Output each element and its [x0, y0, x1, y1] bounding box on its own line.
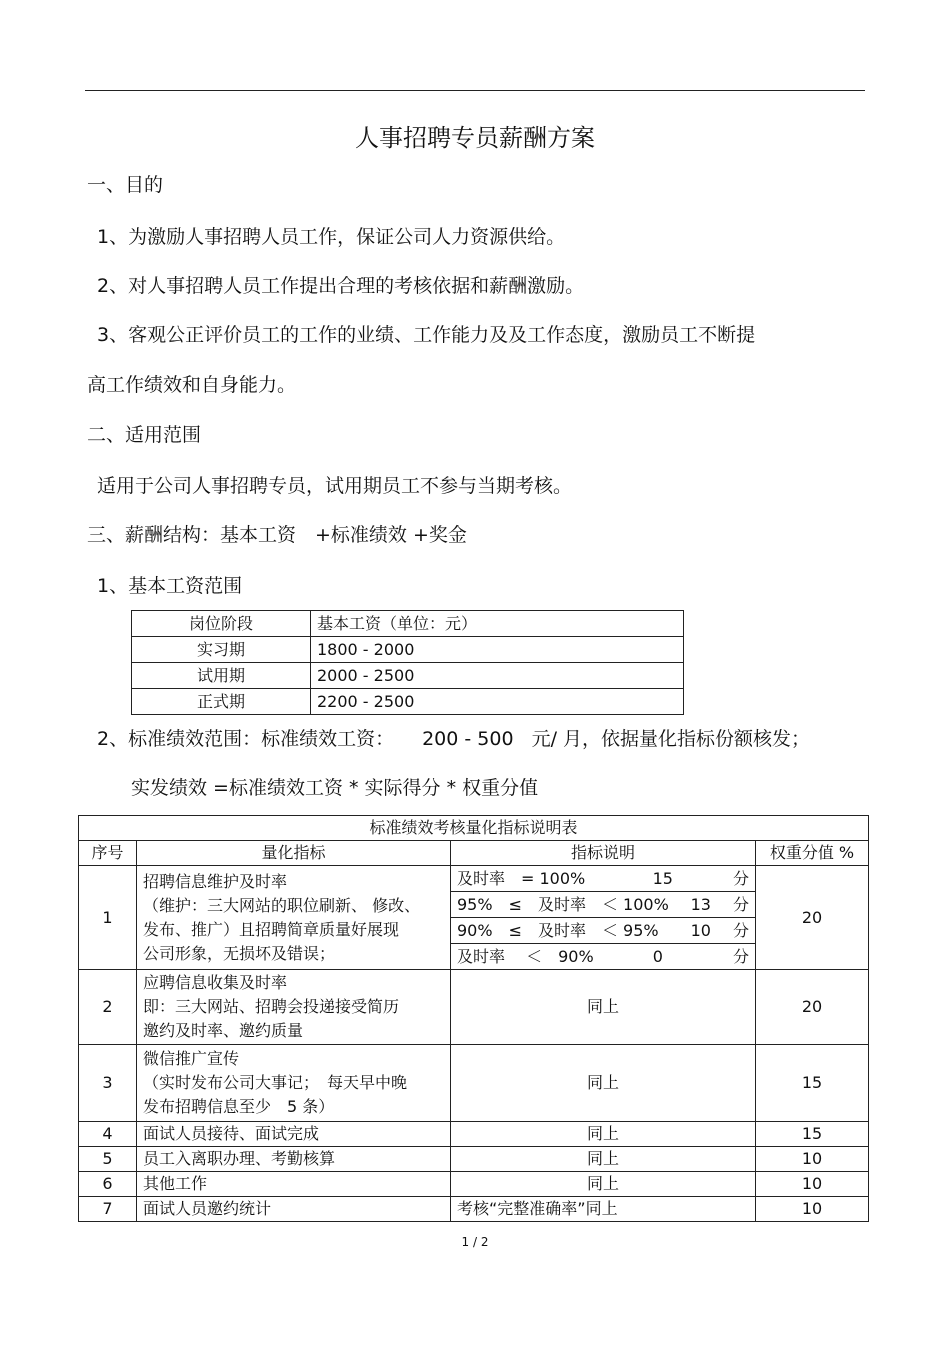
row-number: 2: [79, 970, 137, 1045]
description-cell: 同上: [451, 1172, 756, 1197]
criteria-line: [451, 944, 755, 969]
salary-table: [131, 610, 684, 715]
row-number: 6: [79, 1172, 137, 1197]
indicator-line: 应聘信息收集及时率: [143, 973, 288, 992]
table-header-row: [132, 611, 684, 637]
description-cell: 同上: [451, 1122, 756, 1147]
section-3-heading: 三、薪酬结构：基本工资 +标准绩效 +奖金: [87, 524, 467, 546]
indicator-cell: [137, 866, 451, 970]
table-row: [79, 1122, 869, 1147]
weight-cell: 15: [756, 1045, 869, 1122]
sub2-range: 200 - 500: [422, 728, 514, 750]
indicator-cell: 其他工作: [137, 1172, 451, 1197]
table-header-cell: 量化指标: [137, 841, 451, 866]
indicator-line: 招聘信息维护及时率: [143, 871, 288, 891]
table-row: [79, 970, 869, 1045]
formula: 实发绩效 =标准绩效工资 * 实际得分 * 权重分值: [131, 777, 539, 799]
table-header-cell: 序号: [79, 841, 137, 866]
weight-cell: 20: [756, 970, 869, 1045]
row-number: 5: [79, 1147, 137, 1172]
table-header-cell: 权重分值 %: [756, 841, 869, 866]
criteria-line: [451, 892, 755, 918]
weight-cell: 10: [756, 1172, 869, 1197]
sub2-suffix: 元/ 月，依据量化指标份额核发；: [531, 728, 811, 750]
indicator-cell: 面试人员接待、面试完成: [137, 1122, 451, 1147]
row-number: 1: [79, 866, 137, 970]
indicator-cell: 面试人员邀约统计: [137, 1197, 451, 1222]
indicator-line: 发布、推广）且招聘简章质量好展现: [143, 919, 400, 939]
table-row: [132, 637, 684, 663]
indicator-cell: 员工入离职办理、考勤核算: [137, 1147, 451, 1172]
criteria-unit: 分: [732, 921, 749, 940]
sub2-label: 2、标准绩效范围：标准绩效工资：: [97, 728, 395, 750]
table-header-cell: 岗位阶段: [132, 611, 311, 637]
section-1-item-1: 1、为激励人事招聘人员工作，保证公司人力资源供给。: [97, 226, 566, 248]
table-row: [79, 1045, 869, 1122]
criteria-unit: 分: [732, 869, 749, 888]
indicator-line: 发布招聘信息至少 5 条）: [143, 1097, 335, 1116]
description-cell: 同上: [451, 970, 756, 1045]
table-header-row: [79, 841, 869, 866]
table-cell: 实习期: [132, 637, 311, 663]
table-cell: 1800 - 2000: [311, 637, 684, 663]
criteria-unit: 分: [732, 947, 749, 966]
section-3-sub2: [97, 727, 810, 751]
criteria-condition: 及时率 ＜ 90%: [457, 947, 594, 966]
table-row: [79, 1172, 869, 1197]
criteria-line: [451, 918, 755, 944]
kpi-table: [78, 815, 869, 1222]
row-number: 7: [79, 1197, 137, 1222]
table-row: [79, 1147, 869, 1172]
table-header-cell: 指标说明: [451, 841, 756, 866]
description-cell: 同上: [451, 1147, 756, 1172]
section-1-item-3: 3、客观公正评价员工的工作的业绩、工作能力及及工作态度，激励员工不断提: [97, 324, 756, 346]
table-cell: 2000 - 2500: [311, 663, 684, 689]
page-number: 1 / 2: [461, 1235, 489, 1249]
criteria-condition: 90% ≤ 及时率 ＜ 95%: [457, 921, 659, 940]
indicator-line: 公司形象，无损坏及错误；: [143, 943, 336, 963]
criteria-condition: 95% ≤ 及时率 ＜ 100%: [457, 895, 669, 914]
table-cell: 正式期: [132, 689, 311, 715]
indicator-line: （实时发布公司大事记； 每天早中晚: [143, 1073, 408, 1092]
indicator-cell: [137, 970, 451, 1045]
table-cell: 试用期: [132, 663, 311, 689]
document-title: 人事招聘专员薪酬方案: [355, 124, 595, 152]
table-row: [132, 689, 684, 715]
criteria-line: [451, 866, 755, 892]
section-1-item-3-cont: 高工作绩效和自身能力。: [87, 374, 297, 396]
table-cell: 2200 - 2500: [311, 689, 684, 715]
kpi-table-caption: 标准绩效考核量化指标说明表: [79, 816, 869, 841]
indicator-line: 微信推广宣传: [143, 1049, 240, 1068]
weight-cell: 10: [756, 1147, 869, 1172]
criteria-score: 13: [690, 895, 711, 914]
criteria-score: 15: [652, 869, 673, 888]
indicator-line: 邀约及时率、邀约质量: [143, 1021, 304, 1040]
header-rule: [85, 90, 865, 91]
table-row: [79, 866, 869, 970]
section-2-text: 适用于公司人事招聘专员，试用期员工不参与当期考核。: [97, 475, 573, 497]
criteria-condition: 及时率 = 100%: [457, 869, 586, 888]
table-row: [132, 663, 684, 689]
section-1-item-2: 2、对人事招聘人员工作提出合理的考核依据和薪酬激励。: [97, 275, 585, 297]
section-1-heading: 一、目的: [87, 174, 164, 196]
section-2-heading: 二、适用范围: [87, 424, 202, 446]
weight-cell: 20: [756, 866, 869, 970]
weight-cell: 15: [756, 1122, 869, 1147]
criteria-unit: 分: [732, 895, 749, 914]
criteria-score: 10: [690, 921, 711, 940]
criteria-score: 0: [652, 947, 663, 966]
row-number: 3: [79, 1045, 137, 1122]
row-number: 4: [79, 1122, 137, 1147]
weight-cell: 10: [756, 1197, 869, 1222]
indicator-line: 即：三大网站、招聘会投递接受简历: [143, 997, 400, 1016]
criteria-cell: [451, 866, 756, 970]
description-cell: 考核“完整准确率”同上: [451, 1197, 756, 1222]
indicator-line: （维护：三大网站的职位刷新、 修改、: [143, 895, 421, 915]
table-row: [79, 1197, 869, 1222]
section-3-sub1: 1、基本工资范围: [97, 575, 243, 597]
description-cell: 同上: [451, 1045, 756, 1122]
indicator-cell: [137, 1045, 451, 1122]
table-header-cell: 基本工资（单位：元）: [311, 611, 684, 637]
